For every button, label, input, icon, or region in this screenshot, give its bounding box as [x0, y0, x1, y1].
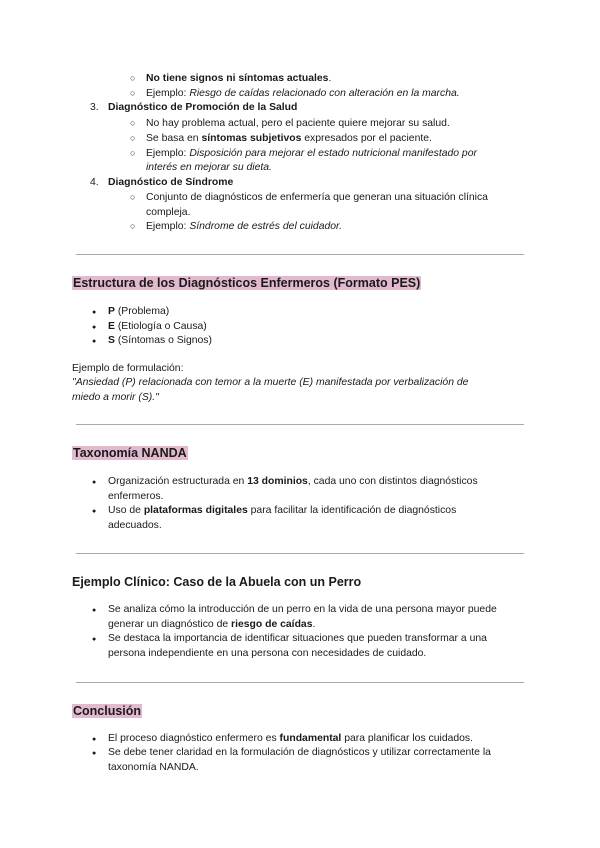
list-number: 3. — [90, 102, 99, 113]
list-item: ● Se analiza cómo la introducción de un perro en la vida de una persona mayor puede — [108, 602, 497, 617]
list-item-continuation: enfermeros. — [108, 491, 164, 502]
example-text: miedo a morir (S)." — [72, 392, 159, 403]
list-item: ● Se debe tener claridad en la formulación de diagnósticos y utilizar correctamente la — [108, 745, 491, 760]
divider — [76, 682, 524, 683]
list-item: ● Uso de plataformas digitales para facilitar la identificación de diagnósticos — [108, 503, 456, 518]
section-heading-case: Ejemplo Clínico: Caso de la Abuela con un Perro — [72, 575, 362, 589]
list-item: ● E (Etiología o Causa) — [108, 319, 207, 334]
section-heading-nanda: Taxonomía NANDA — [73, 446, 187, 460]
list-item-continuation: generar un diagnóstico de riesgo de caídas. — [108, 619, 316, 630]
list-item: ● El proceso diagnóstico enfermero es fundamental para planificar los cuidados. — [108, 731, 473, 746]
list-item-title: Diagnóstico de Síndrome — [108, 177, 234, 188]
list-item-continuation: interés en mejorar su dieta. — [146, 162, 272, 173]
list-item-continuation: taxonomía NANDA. — [108, 762, 199, 773]
list-number: 4. — [90, 177, 99, 188]
divider — [76, 254, 524, 255]
list-item: ○ Ejemplo: Síndrome de estrés del cuidador. — [146, 219, 342, 234]
list-item-title: Diagnóstico de Promoción de la Salud — [108, 102, 298, 113]
list-item: ○ Conjunto de diagnósticos de enfermería que generan una situación clínica — [146, 190, 488, 205]
list-item: ● Organización estructurada en 13 dominios, cada uno con distintos diagnósticos — [108, 474, 478, 489]
list-item: ● P (Problema) — [108, 304, 169, 319]
list-item: ○ Se basa en síntomas subjetivos expresados por el paciente. — [146, 131, 432, 146]
list-item: ○ No hay problema actual, pero el paciente quiere mejorar su salud. — [146, 116, 450, 131]
list-item-continuation: compleja. — [146, 207, 191, 218]
list-item: ● Se destaca la importancia de identificar situaciones que pueden transformar a una — [108, 631, 487, 646]
section-heading-pes: Estructura de los Diagnósticos Enfermeros (Formato PES) — [73, 276, 421, 290]
divider — [76, 553, 524, 554]
divider — [76, 424, 524, 425]
list-item: ○ Ejemplo: Disposición para mejorar el estado nutricional manifestado por — [146, 146, 477, 161]
list-item: ○ Ejemplo: Riesgo de caídas relacionado con alteración en la marcha. — [146, 86, 460, 101]
list-item: ○ No tiene signos ni síntomas actuales. — [146, 71, 331, 86]
example-label: Ejemplo de formulación: — [72, 363, 184, 374]
example-text: "Ansiedad (P) relacionada con temor a la muerte (E) manifestada por verbalización de — [72, 377, 469, 388]
list-item-continuation: persona independiente en una persona con necesidades de cuidado. — [108, 648, 427, 659]
list-item-continuation: adecuados. — [108, 520, 162, 531]
section-heading-conclusion: Conclusión — [73, 704, 142, 718]
list-item: ● S (Síntomas o Signos) — [108, 333, 212, 348]
